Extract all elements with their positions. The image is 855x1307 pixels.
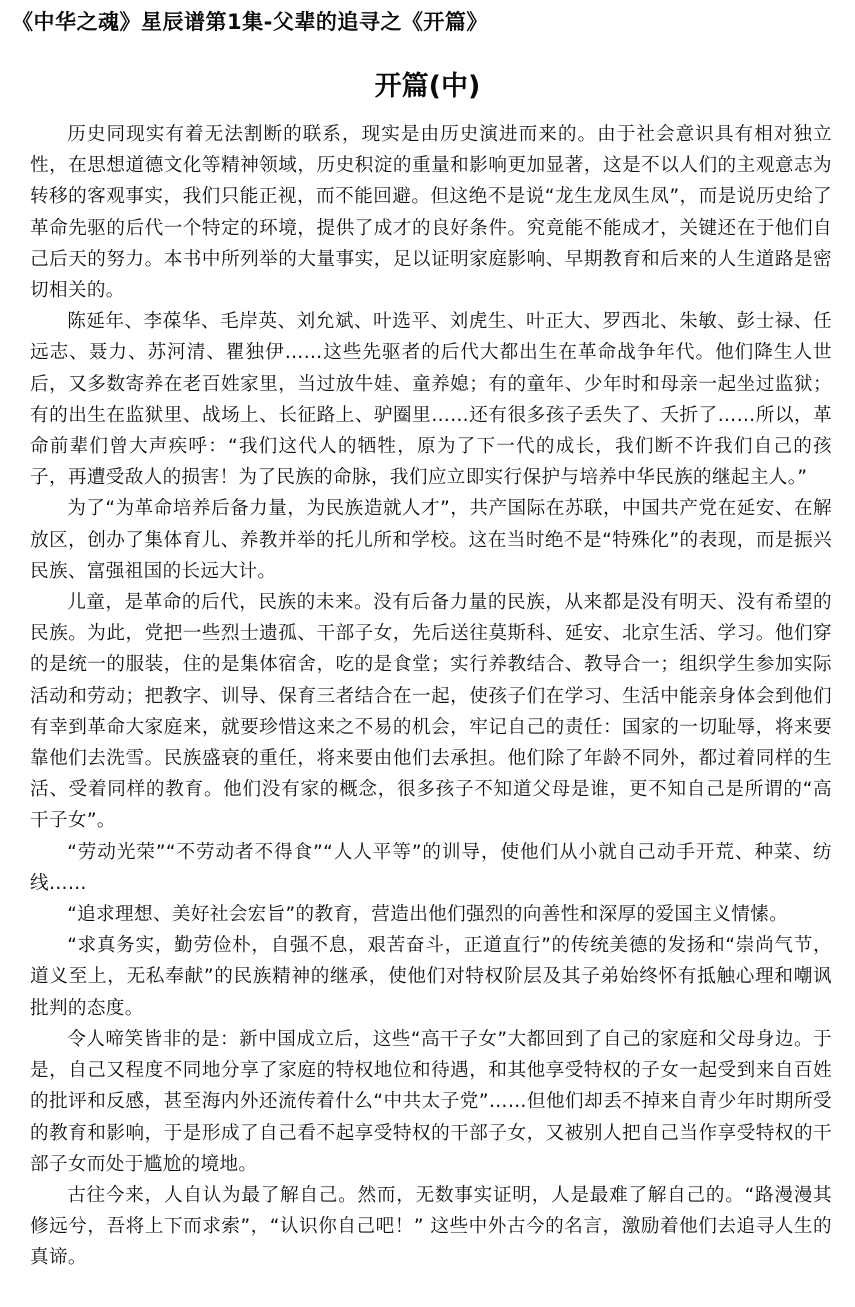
paragraph: 历史同现实有着无法割断的联系，现实是由历史演进而来的。由于社会意识具有相对独立性，在思想道德文化等精神领域，历史积淀的重量和影响更加显著，这是不以人们的主观意志为转移的客观事实，我们只能正视，而不能回避。但这绝不是说“龙生龙凤生凤”，而是说历史给了革命先驱的后代一个特定的环境，提供了成才的良好条件。究竟能不能成才，关键还在于他们自己后天的努力。本书中所列举的大量事实，足以证明家庭影响、早期教育和后来的人生道路是密切相关的。	[30, 124, 832, 302]
paragraph: “劳动光荣”“不劳动者不得食”“人人平等”的训导，使他们从小就自己动手开荒、种菜、纺线……	[30, 841, 832, 894]
chapter-title: 开篇(中)	[374, 71, 481, 102]
paragraph: 令人啼笑皆非的是：新中国成立后，这些“高干子女”大都回到了自己的家庭和父母身边。于是，自己又程度不同地分享了家庭的特权地位和待遇，和其他享受特权的子女一起受到来自百姓的批评和反感，甚至海内外还流传着什么“中共太子党”……但他们却丢不掉来自青少年时期所受的教育和影响，于是形成了自己看不起享受特权的干部子女，又被别人把自己当作享受特权的干部子女而处于尴尬的境地。	[30, 1028, 832, 1175]
paragraph: “追求理想、美好社会宏旨”的教育，营造出他们强烈的向善性和深厚的爱国主义情愫。	[67, 904, 789, 926]
article-body	[30, 119, 832, 1274]
series-header: 《中华之魂》星辰谱第1集-父辈的追寻之《开篇》	[12, 10, 488, 34]
paragraph: 古往今来，人自认为最了解自己。然而，无数事实证明，人是最难了解自己的。“路漫漫其修远兮，吾将上下而求索”，“认识你自己吧！” 这些中外古今的名言，激励着他们去追寻人生的真谛。	[30, 1184, 832, 1269]
paragraph: 陈延年、李葆华、毛岸英、刘允斌、叶选平、刘虎生、叶正大、罗西北、朱敏、彭士禄、任远志、聂力、苏河清、瞿独伊……这些先驱者的后代大都出生在革命战争年代。他们降生人世后，又多数寄养在老百姓家里，当过放牛娃、童养媳；有的童年、少年时和母亲一起坐过监狱；有的出生在监狱里、战场上、长征路上、驴圈里……还有很多孩子丢失了、夭折了……所以，革命前辈们曾大声疾呼：“我们这代人的牺牲，原为了下一代的成长，我们断不许我们自己的孩子，再遭受敌人的损害！为了民族的命脉，我们应立即实行保护与培养中华民族的继起主人。”	[30, 311, 832, 489]
paragraph: 为了“为革命培养后备力量，为民族造就人才”，共产国际在苏联，中国共产党在延安、在解放区，创办了集体育儿、养教并举的托儿所和学校。这在当时绝不是“特殊化”的表现，而是振兴民族、富强祖国的长远大计。	[30, 498, 832, 582]
paragraph: 儿童，是革命的后代，民族的未来。没有后备力量的民族，从来都是没有明天、没有希望的民族。为此，党把一些烈士遗孤、干部子女，先后送往莫斯科、延安、北京生活、学习。他们穿的是统一的服装，住的是集体宿舍，吃的是食堂；实行养教结合、教导合一；组织学生参加实际活动和劳动；把教字、训导、保育三者结合在一起，使孩子们在学习、生活中能亲身体会到他们有幸到革命大家庭来，就要珍惜这来之不易的机会，牢记自己的责任：国家的一切耻辱，将来要靠他们去洗雪。民族盛衰的重任，将来要由他们去承担。他们除了年龄不同外，都过着同样的生活、受着同样的教育。他们没有家的概念，很多孩子不知道父母是谁，更不知自己是所谓的“高干子女”。	[30, 592, 832, 832]
paragraph: “求真务实，勤劳俭朴，自强不息，艰苦奋斗，正道直行”的传统美德的发扬和“崇尚气节，道义至上，无私奉献”的民族精神的继承，使他们对特权阶层及其子弟始终怀有抵触心理和嘲讽批判的态度。	[30, 935, 832, 1019]
